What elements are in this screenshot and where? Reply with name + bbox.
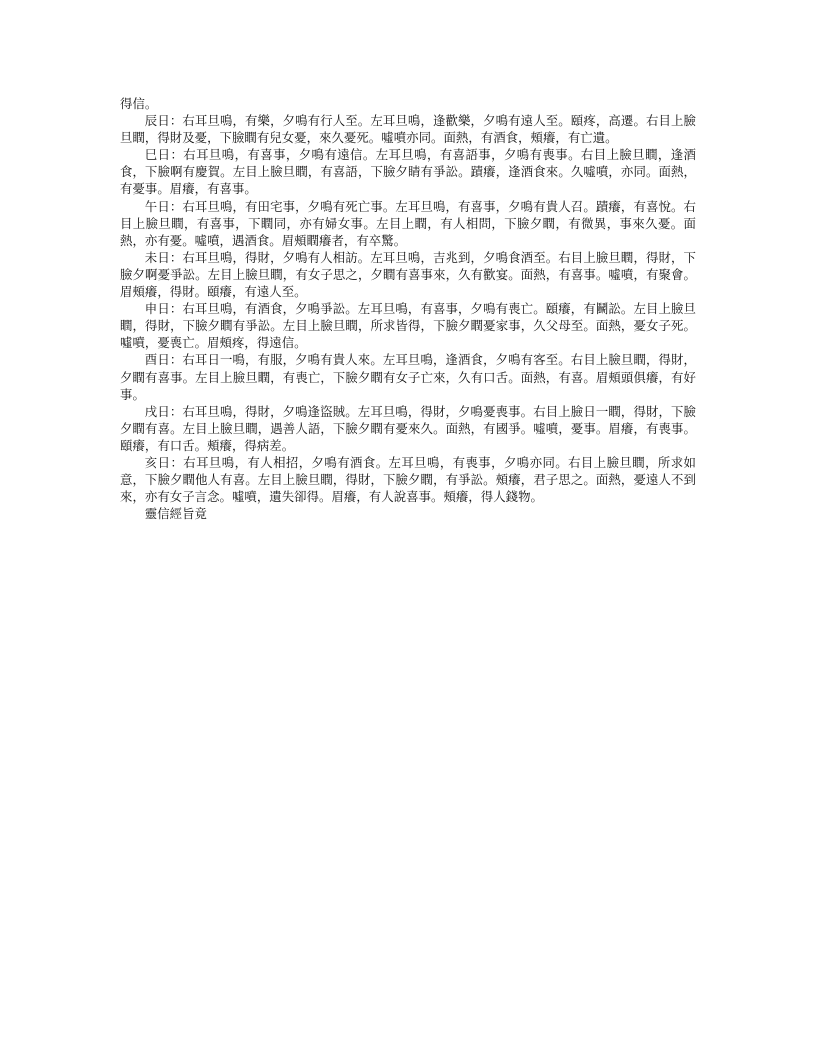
paragraph-hai-day: 亥日：右耳旦鳴，有人相招，夕鳴有酒食。左耳旦鳴，有喪事，夕鳴亦同。右目上臉旦瞤，所求如意，下臉夕瞤他人有喜。左目上臉旦瞤，得財，下臉夕瞤，有爭訟。頰癢，君子思之。面熱，憂遠人不到來，亦有女子言念。噓噴，遺失卻得。眉癢，有人說喜事。頰癢，得人錢物。 (120, 454, 696, 505)
document-page (120, 95, 696, 522)
paragraph-chen-day: 辰日：右耳旦鳴，有樂，夕鳴有行人至。左耳旦鳴，逢歡樂，夕鳴有遠人至。頤疼，高遷。右目上臉旦瞤，得財及憂，下臉瞤有兒女憂，來久憂死。噓噴亦同。面熱，有酒食，頰癢，有亡遺。 (120, 113, 696, 146)
paragraph-shen-day: 申日：右耳旦鳴，有酒食，夕鳴爭訟。左耳旦鳴，有喜事，夕鳴有喪亡。頤癢，有鬭訟。左目上臉旦瞤，得財，下臉夕瞤有爭訟。左目上臉旦瞤，所求皆得，下臉夕瞤憂家事，久父母至。面熱，憂女子死。噓噴，憂喪亡。眉頰疼，得遠信。 (120, 301, 696, 351)
paragraph-si-day: 巳日：右耳旦鳴，有喜事，夕鳴有遠信。左耳旦鳴，有喜語事，夕鳴有喪事。右目上臉旦瞤，逢酒食，下臉啊有慶賀。左目上臉旦瞤，有喜語，下臉夕睛有爭訟。蹟癢，逢酒食來。久噓噴，亦同。面熱，有憂事。眉癢，有喜事。 (120, 147, 696, 197)
paragraph-you-day: 酉日：右耳日一鳴，有服，夕鳴有貴人來。左耳旦鳴，逢酒食，夕鳴有客至。右目上臉旦瞤，得財，夕瞤有喜事。左目上臉旦瞤，有喪亡，下臉夕瞤有女子亡來，久有口舌。面熱，有喜。眉頰頭俱癢，有好事。 (120, 352, 696, 402)
paragraph-wei-day: 未日：右耳旦鳴，得財，夕鳴有人相訪。左耳旦鳴，吉兆到，夕鳴食酒至。右目上臉旦瞤，得財，下臉夕啊憂爭訟。左目上臉旦瞤，有女子思之，夕瞤有喜事來，久有歡宴。面熱，有喜事。噓噴，有聚會。眉頰癢，得財。頤癢，有遠人至。 (120, 249, 696, 300)
paragraph-xu-day: 戌日：右耳旦鳴，得財，夕鳴逢盜賊。左耳旦鳴，得財，夕鳴憂喪事。右目上臉日一瞤，得財，下臉夕瞤有喜。左目上臉旦瞤，遇善人語，下臉夕瞤有憂來久。面熱，有國爭。噓噴，憂事。眉癢，有喪事。頤癢，有口舌。頰癢，得病差。 (120, 403, 696, 453)
paragraph-intro: 得信。 (120, 96, 158, 111)
paragraph-wu-day: 午日：右耳旦鳴，有田宅事，夕鳴有死亡事。左耳旦鳴，有喜事，夕鳴有貴人召。蹟癢，有喜悅。右目上臉旦瞤，有喜事，下瞤同，亦有婦女事。左目上瞤，有人相問，下臉夕瞤，有微異，事來久憂。面熱，亦有憂。噓噴，遇酒食。眉頰瞤癢者，有卒驚。 (120, 198, 696, 248)
closing-title: 靈信經旨竟 (144, 506, 207, 522)
